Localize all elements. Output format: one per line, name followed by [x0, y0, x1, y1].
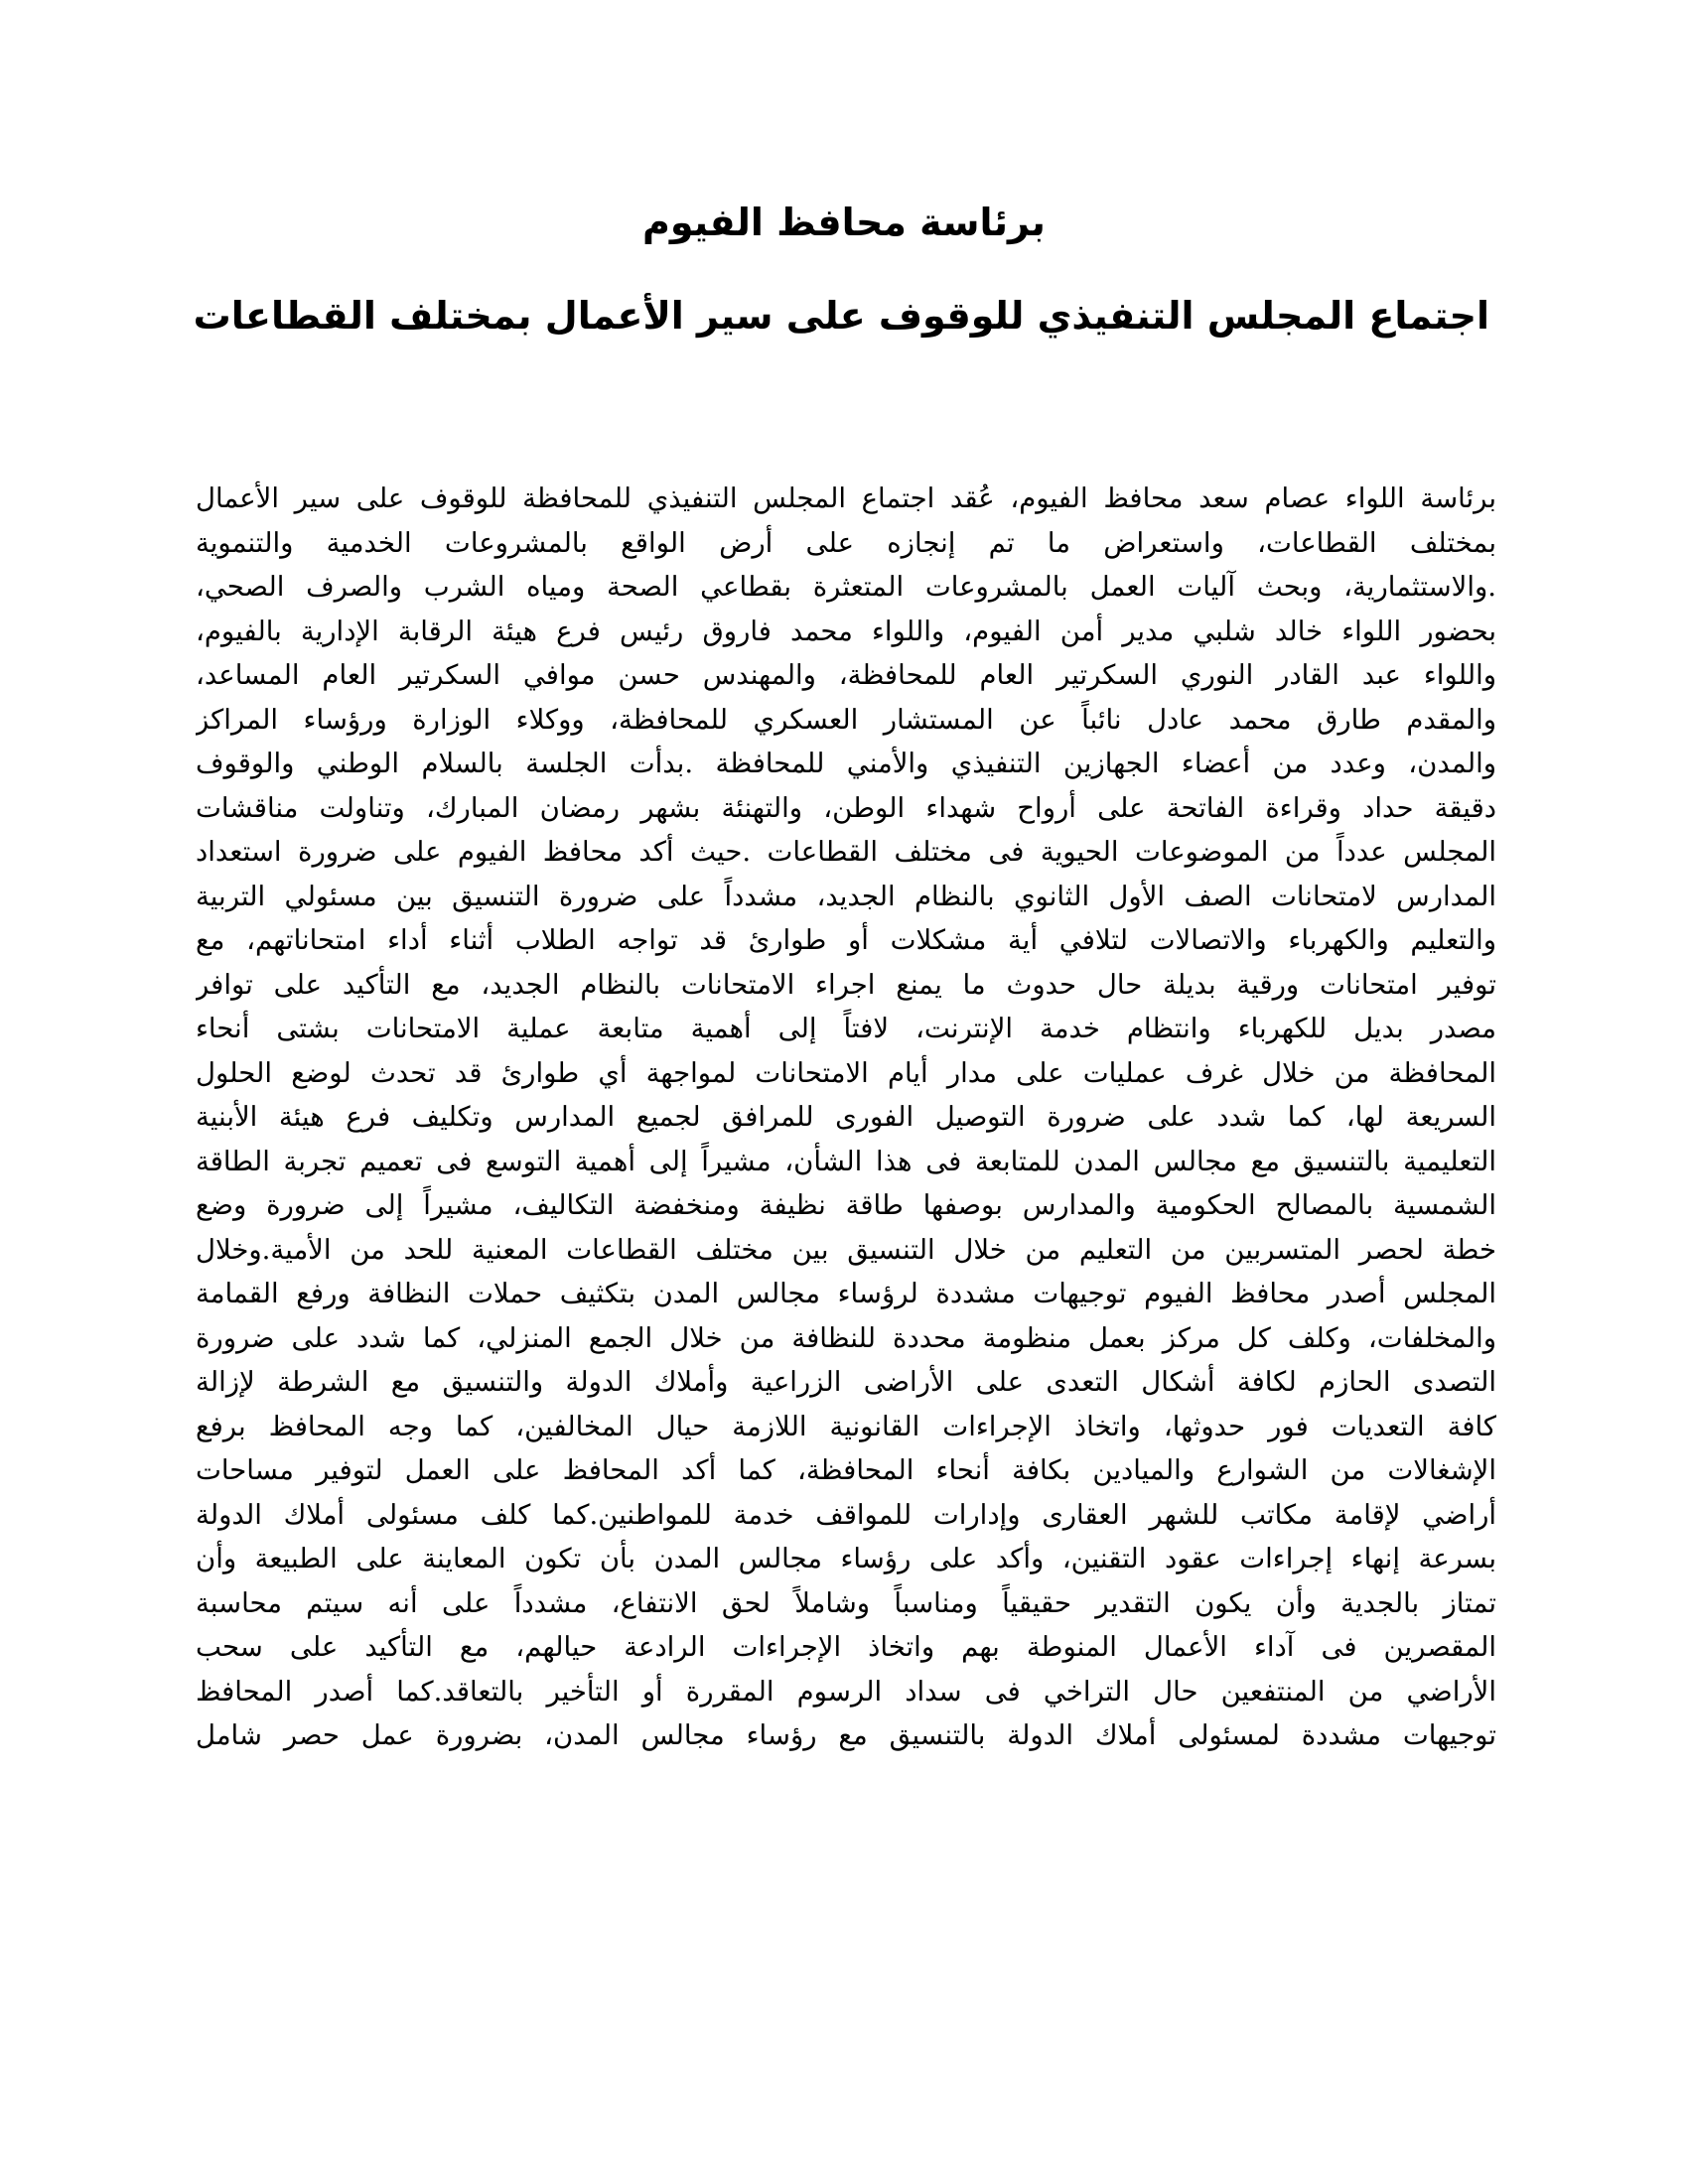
body-line: والمقدم طارق محمد عادل نائباً عن المستشار العسكري للمحافظة، ووكلاء الوزارة ورؤساء المراكز — [196, 703, 1496, 736]
body-line: تمتاز بالجدية وأن يكون التقدير حقيقياً ومناسباً وشاملاً لحق الانتفاع، مشدداً على أنه سيتم محاسبة — [196, 1586, 1496, 1619]
body-line: خطة لحصر المتسربين من التعليم من خلال التنسيق بين مختلف القطاعات المعنية للحد من الأمية.وخلال — [196, 1233, 1496, 1266]
body-line: المجلس أصدر محافظ الفيوم توجيهات مشددة لرؤساء مجالس المدن بتكثيف حملات النظافة ورفع القمامة — [196, 1278, 1496, 1309]
body-line: دقيقة حداد وقراءة الفاتحة على أرواح شهداء الوطن، والتهنئة بشهر رمضان المبارك، وتناولت مناقشات — [196, 791, 1496, 824]
body-line: المحافظة من خلال غرف عمليات على مدار أيام الامتحانات لمواجهة أي طوارئ قد تحدث لوضع الحلول — [196, 1056, 1496, 1089]
page-subtitle: اجتماع المجلس التنفيذي للوقوف على سير الأعمال بمختلف القطاعات — [193, 294, 1489, 338]
body-line: التصدى الحازم لكافة أشكال التعدى على الأراضى الزراعية وأملاك الدولة والتنسيق مع الشرطة لإزالة — [196, 1366, 1496, 1398]
body-line: السريعة لها، كما شدد على ضرورة التوصيل الفورى للمرافق لجميع المدارس وتكليف فرع هيئة الأبنية — [196, 1101, 1496, 1133]
body-line: بسرعة إنهاء إجراءات عقود التقنين، وأكد على رؤساء مجالس المدن بأن تكون المعاينة على الطبيعة وأن — [196, 1543, 1496, 1574]
body-line: برئاسة اللواء عصام سعد محافظ الفيوم، عُقد اجتماع المجلس التنفيذي للمحافظة للوقوف على سير الأعمال — [196, 482, 1496, 514]
body-line: والمدن، وعدد من أعضاء الجهازين التنفيذي والأمني للمحافظة .بدأت الجلسة بالسلام الوطني والوقوف — [196, 748, 1496, 779]
body-line: بحضور اللواء خالد شلبي مدير أمن الفيوم، واللواء محمد فاروق رئيس فرع هيئة الرقابة الإدارية بالفيوم، — [196, 614, 1496, 647]
page-title: برئاسة محافظ الفيوم — [642, 201, 1046, 244]
body-line: واللواء عبد القادر النوري السكرتير العام للمحافظة، والمهندس حسن موافي السكرتير العام المساعد، — [196, 659, 1496, 691]
body-line: المدارس لامتحانات الصف الأول الثانوي بالنظام الجديد، مشدداً على ضرورة التنسيق بين مسئولي التربية — [196, 880, 1496, 912]
body-line: الأراضي من المنتفعين حال التراخي فى سداد الرسوم المقررة أو التأخير بالتعاقد.كما أصدر المحافظ — [196, 1675, 1496, 1707]
body-line: التعليمية بالتنسيق مع مجالس المدن للمتابعة فى هذا الشأن، مشيراً إلى أهمية التوسع فى تعميم تجربة الطاقة — [196, 1145, 1496, 1177]
body-line: والتعليم والكهرباء والاتصالات لتلافي أية مشكلات أو طوارئ قد تواجه الطلاب أثناء أداء امتحاناتهم، مع — [196, 924, 1496, 956]
body-line: الشمسية بالمصالح الحكومية والمدارس بوصفها طاقة نظيفة ومنخفضة التكاليف، مشيراً إلى ضرورة وضع — [196, 1189, 1496, 1221]
body-text — [196, 477, 1496, 1758]
body-line: والمخلفات، وكلف كل مركز بعمل منظومة محددة للنظافة من خلال الجمع المنزلي، كما شدد على ضرورة — [196, 1321, 1496, 1354]
body-line: بمختلف القطاعات، واستعراض ما تم إنجازه على أرض الواقع بالمشروعات الخدمية والتنموية — [196, 526, 1496, 559]
body-line: توجيهات مشددة لمسئولى أملاك الدولة بالتنسيق مع رؤساء مجالس المدن، بضرورة عمل حصر شامل — [196, 1719, 1496, 1751]
body-line: أراضي لإقامة مكاتب للشهر العقارى وإدارات للمواقف خدمة للمواطنين.كما كلف مسئولى أملاك الدولة — [196, 1498, 1496, 1531]
body-line: المجلس عدداً من الموضوعات الحيوية فى مختلف القطاعات .حيث أكد محافظ الفيوم على ضرورة استعداد — [196, 836, 1496, 868]
body-line: كافة التعديات فور حدوثها، واتخاذ الإجراءات القانونية اللازمة حيال المخالفين، كما وجه المحافظ برفع — [196, 1410, 1496, 1442]
body-line: .والاستثمارية، وبحث آليات العمل بالمشروعات المتعثرة بقطاعي الصحة ومياه الشرب والصرف الصحي، — [196, 571, 1496, 603]
body-line: مصدر بديل للكهرباء وانتظام خدمة الإنترنت، لافتاً إلى أهمية متابعة عملية الامتحانات بشتى أنحاء — [196, 1013, 1496, 1044]
body-line: توفير امتحانات ورقية بديلة حال حدوث ما يمنع اجراء الامتحانات بالنظام الجديد، مع التأكيد على توافر — [196, 968, 1496, 1001]
body-line: المقصرين فى آداء الأعمال المنوطة بهم واتخاذ الإجراءات الرادعة حيالهم، مع التأكيد على سحب — [196, 1631, 1496, 1663]
body-line: الإشغالات من الشوارع والميادين بكافة أنحاء المحافظة، كما أكد المحافظ على العمل لتوفير مساحات — [196, 1454, 1496, 1486]
